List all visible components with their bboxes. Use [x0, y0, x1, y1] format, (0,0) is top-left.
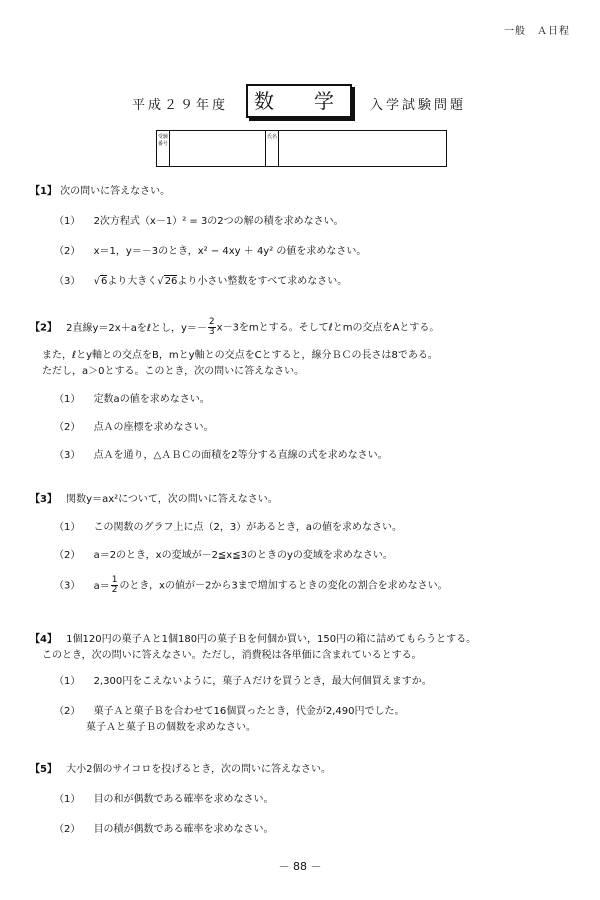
exam-number-field[interactable] [170, 131, 266, 166]
item-text: a＝2のとき，xの変域が－2≦x≦3のときのyの変域を求めなさい。 [93, 550, 393, 561]
question-4 [30, 630, 476, 645]
exam-title-suffix: 入学試験問題 [370, 98, 467, 113]
question-prompt: x－3をmとする。そしてℓとmの交点をAとする。 [216, 322, 440, 334]
name-field[interactable] [279, 131, 446, 166]
item-number: （1） [54, 676, 81, 687]
question-5-item-2 [54, 820, 274, 835]
fraction: $\frac{1}{2}$ [111, 575, 118, 595]
question-number: 【5】 [30, 764, 57, 775]
question-1 [30, 182, 170, 197]
question-prompt: 2直線y＝2x＋aをℓとし，y＝－ [66, 322, 207, 334]
item-text: この関数のグラフ上に点（2，3）があるとき，aの値を求めなさい。 [93, 522, 403, 533]
question-4-item-2-line-2: 菓子Ａと菓子Ｂの個数を求めなさい。 [86, 722, 256, 733]
item-text: 2次方程式（x－1）² = 3の2つの解の積を求めなさい。 [93, 216, 344, 227]
item-number: （2） [54, 246, 81, 257]
item-text: 点Ａを通り，△ＡＢＣの面積を2等分する直線の式を求めなさい。 [93, 450, 388, 461]
exam-type-label: 一般 Ａ日程 [504, 26, 570, 37]
question-number: 【4】 [30, 634, 57, 645]
question-1-item-3: （3） √6より大きく√26より小さい整数をすべて求めなさい。 [54, 276, 348, 287]
question-3 [30, 490, 278, 505]
item-text: x＝1，y＝－3のとき，x² − 4xy ＋ 4y² の値を求めなさい。 [93, 246, 367, 257]
item-number: （2） [54, 706, 81, 717]
question-3-item-3 [54, 576, 448, 595]
item-text: 目の積が偶数である確率を求めなさい。 [93, 824, 274, 835]
item-number: （1） [54, 216, 81, 227]
item-text: 2,300円をこえないように，菓子Ａだけを買うとき，最大何個買えますか。 [93, 676, 432, 687]
fraction: $\frac{2}{3}$ [208, 317, 215, 337]
item-text: 点Ａの座標を求めなさい。 [93, 422, 214, 433]
item-number: （1） [54, 794, 81, 805]
question-1-item-2 [54, 242, 366, 257]
question-5-item-1 [54, 790, 274, 805]
question-number: 【3】 [30, 494, 57, 505]
item-number: （2） [54, 422, 81, 433]
question-number: 【2】 [30, 322, 57, 334]
item-number: （3） [54, 450, 81, 461]
question-prompt: 関数y＝ax²について，次の問いに答えなさい。 [66, 494, 278, 505]
question-4-item-2 [54, 702, 405, 717]
subject-title: 数 学 [246, 84, 352, 118]
question-3-item-1 [54, 518, 402, 533]
question-2-item-1 [54, 390, 210, 405]
question-4-item-1 [54, 672, 432, 687]
question-number: 【1】 [30, 186, 57, 197]
item-number: （1） [54, 394, 81, 405]
question-2-line-2: また，ℓとy軸との交点をB，mとy軸との交点をCとすると，線分ＢＣの長さは8である。 [42, 350, 438, 361]
item-number: （2） [54, 824, 81, 835]
item-number: （3） [54, 580, 81, 592]
item-number: （1） [54, 522, 81, 533]
question-3-item-2 [54, 546, 393, 561]
id-table [156, 130, 447, 167]
exam-number-label: 受験番号 [157, 131, 170, 166]
page-number: － 88 － [278, 860, 322, 873]
question-prompt: 次の問いに答えなさい。 [60, 186, 171, 197]
item-text: 菓子Ａと菓子Ｂを合わせて16個買ったとき，代金が2,490円でした。 [93, 706, 405, 717]
item-text: 目の和が偶数である確率を求めなさい。 [93, 794, 274, 805]
question-2-item-3 [54, 446, 388, 461]
item-text: より小さい整数をすべて求めなさい。 [177, 276, 348, 287]
title-row [0, 84, 600, 118]
name-label: 氏名 [266, 131, 279, 166]
question-5 [30, 760, 331, 775]
sqrt-26: 26 [164, 276, 178, 287]
question-prompt: 1個120円の菓子Ａと1個180円の菓子Ｂを何個か買い，150円の箱に詰めてもらうとする。 [66, 634, 477, 645]
item-text: 定数aの値を求めなさい。 [93, 394, 210, 405]
item-text: のとき，xの値が－2から3まで増加するときの変化の割合を求めなさい。 [119, 580, 448, 592]
question-prompt: 大小2個のサイコロを投げるとき，次の問いに答えなさい。 [66, 764, 332, 775]
sqrt-6: 6 [100, 276, 108, 287]
question-2-item-2 [54, 418, 214, 433]
item-number: （3） [54, 276, 81, 287]
question-4-line-2: このとき，次の問いに答えなさい。ただし，消費税は各単価に含まれているとする。 [42, 650, 422, 661]
item-text: より大きく [107, 276, 158, 287]
item-number: （2） [54, 550, 81, 561]
question-2-line-3: ただし，a＞0とする。このとき，次の問いに答えなさい。 [42, 366, 305, 377]
question-1-item-1 [54, 212, 344, 227]
question-2 [30, 318, 439, 337]
item-text: a＝ [93, 580, 110, 592]
exam-year: 平成２９年度 [132, 98, 229, 113]
